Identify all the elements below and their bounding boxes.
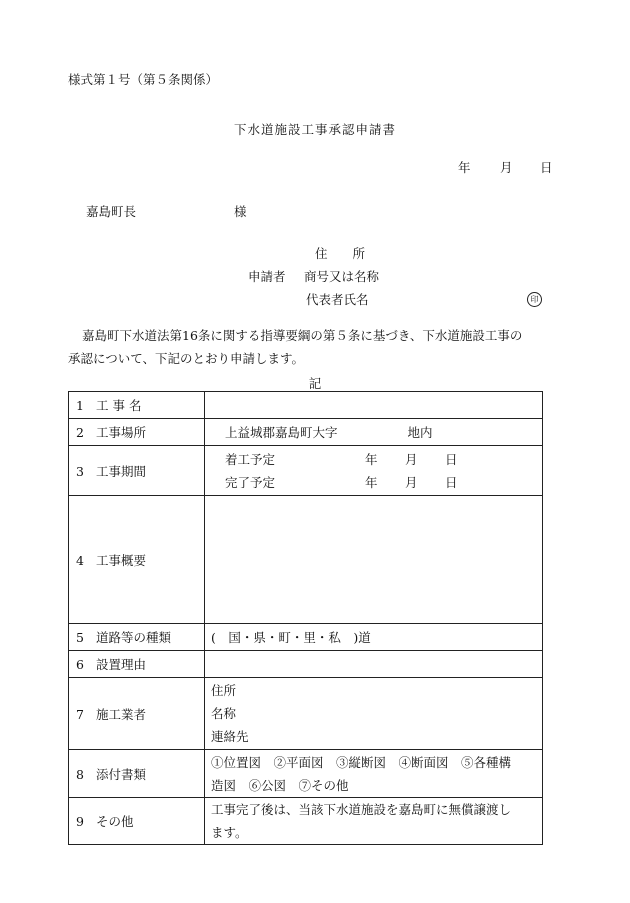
overview-field[interactable] <box>205 496 543 624</box>
start-day: 日 <box>445 451 458 467</box>
table-row-reason <box>69 651 543 678</box>
period-field[interactable] <box>205 446 543 496</box>
row-label: その他 <box>96 814 134 829</box>
contractor-name-label: 名称 <box>211 706 237 721</box>
row-label: 添付書類 <box>96 766 147 782</box>
attachments-line-2: 造図 ⑥公図 ⑦その他 <box>211 777 349 793</box>
row-number: 3 <box>76 463 84 479</box>
body-line-1: 嘉島町下水道法第16条に関する指導要綱の第５条に基づき、下水道施設工事の <box>82 328 523 343</box>
document-title: 下水道施設工事承認申請書 <box>233 122 396 137</box>
applicant-representative-label: 代表者氏名 <box>306 292 369 307</box>
table-row-period <box>69 446 543 496</box>
table-row-overview <box>69 496 543 624</box>
table-row-location <box>69 419 543 446</box>
seal-icon: 印 <box>527 292 542 307</box>
row-number: 7 <box>76 706 84 722</box>
applicant-label: 申請者 <box>248 269 286 284</box>
body-line-2: 承認について、下記のとおり申請します。 <box>68 351 305 366</box>
other-line-1: 工事完了後は、当該下水道施設を嘉島町に無償譲渡し <box>211 802 512 817</box>
attachments-field[interactable] <box>205 750 543 798</box>
date-year-label: 年 <box>458 160 471 175</box>
row-number: 9 <box>76 814 84 829</box>
row-label: 工事場所 <box>96 425 147 440</box>
end-month: 月 <box>405 474 418 490</box>
contractor-field[interactable] <box>205 678 543 750</box>
applicant-name-label: 商号又は名称 <box>304 269 380 284</box>
start-date-line <box>211 448 542 471</box>
start-month: 月 <box>405 451 418 467</box>
row-number: 1 <box>76 398 84 413</box>
start-label: 着工予定 <box>225 451 276 467</box>
row-number: 5 <box>76 630 84 645</box>
row-label: 工事期間 <box>96 463 147 479</box>
location-suffix: 地内 <box>407 425 433 440</box>
addressee-name: 嘉島町長 <box>86 204 137 219</box>
row-number: 6 <box>76 657 84 672</box>
end-date-line <box>211 471 542 494</box>
table-row-attachments <box>69 750 543 798</box>
application-body <box>68 324 543 370</box>
end-label: 完了予定 <box>225 474 276 490</box>
location-prefix: 上益城郡嘉島町大字 <box>225 425 338 440</box>
ki-heading: 記 <box>308 376 322 391</box>
row-label: 設置理由 <box>96 657 147 672</box>
table-row-project-name <box>69 392 543 419</box>
contractor-contact-label: 連絡先 <box>211 729 249 744</box>
row-number: 4 <box>76 552 84 568</box>
end-day: 日 <box>445 474 458 490</box>
row-number: 2 <box>76 425 84 440</box>
table-row-contractor <box>69 678 543 750</box>
other-field[interactable] <box>205 798 543 845</box>
date-day-label: 日 <box>540 160 553 175</box>
date-month-label: 月 <box>500 160 513 175</box>
row-label: 施工業者 <box>96 706 147 722</box>
table-row-road-type <box>69 624 543 651</box>
row-label: 工事概要 <box>96 552 147 568</box>
application-table <box>68 391 543 845</box>
road-type-field[interactable]: ( 国・県・町・里・私 )道 <box>205 624 543 651</box>
row-label: 工 事 名 <box>96 398 142 413</box>
end-year: 年 <box>365 474 378 490</box>
contractor-address-label: 住所 <box>211 683 237 698</box>
seal-mark <box>527 290 542 307</box>
applicant-address-label: 住 所 <box>315 246 366 261</box>
reason-field[interactable] <box>205 651 543 678</box>
attachments-line-1: ①位置図 ②平面図 ③縦断図 ④断面図 ⑤各種構 <box>211 754 512 770</box>
other-line-2: ます。 <box>211 825 248 840</box>
row-number: 8 <box>76 766 84 782</box>
start-year: 年 <box>365 451 378 467</box>
form-number: 様式第１号（第５条関係） <box>68 72 219 87</box>
addressee-honorific: 様 <box>234 204 247 219</box>
project-name-field[interactable] <box>205 392 543 419</box>
table-row-other <box>69 798 543 845</box>
row-label: 道路等の種類 <box>96 630 172 645</box>
location-field[interactable] <box>205 419 543 446</box>
